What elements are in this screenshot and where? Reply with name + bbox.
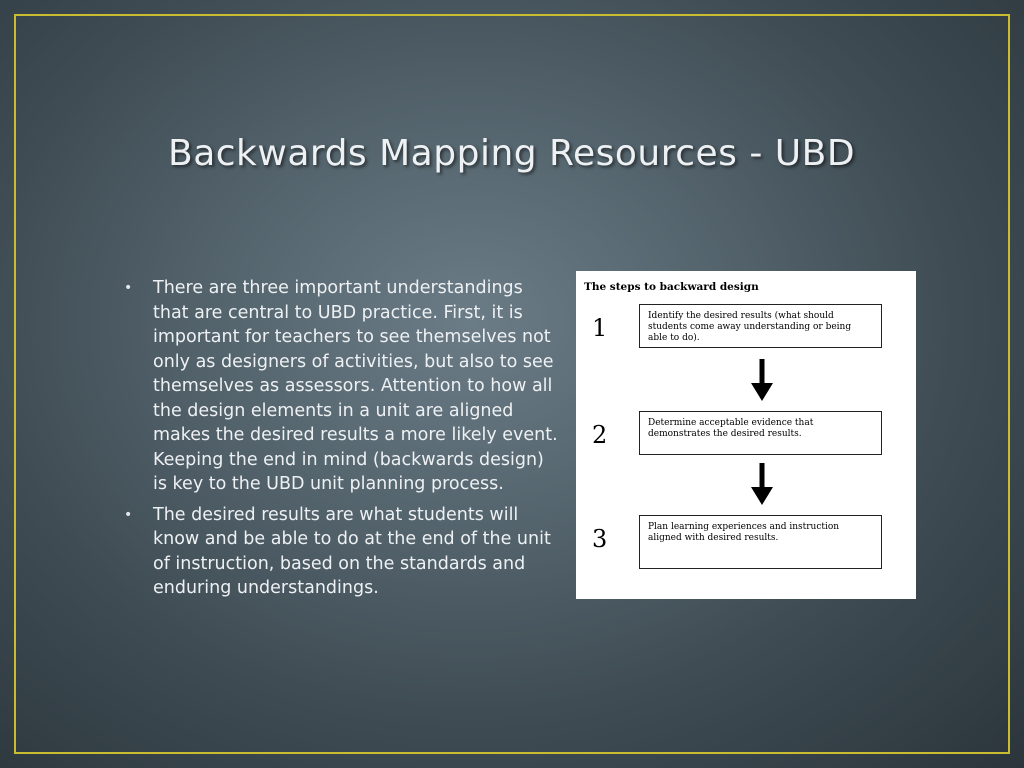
step-box-1: Identify the desired results (what should students come away understanding or being able to do). [639, 304, 882, 348]
step-number-2: 2 [592, 421, 608, 449]
step-box-3: Plan learning experiences and instruction aligned with desired results. [639, 515, 882, 569]
backward-design-figure [576, 271, 916, 599]
down-arrow-icon [751, 359, 773, 401]
bullet-item [120, 276, 560, 497]
bullet-text: There are three important understandings that are central to UBD practice. First, it is important for teachers to see themselves not only as designers of activities, but also to see themselves as assessors. Attention to how all the design elements in a unit are aligned makes the desired results a more likely event. Keeping the end in mind (backwards design) is key to the UBD unit planning process. [153, 278, 558, 494]
bullet-text: The desired results are what students will know and be able to do at the end of the unit of instruction, based on the standards and enduring understandings. [153, 504, 551, 598]
bullet-marker: • [124, 280, 133, 296]
bullet-marker: • [124, 506, 133, 523]
down-arrow-icon [751, 463, 773, 505]
step-number-1: 1 [592, 314, 608, 342]
bullet-list [120, 276, 560, 607]
step-box-2: Determine acceptable evidence that demonstrates the desired results. [639, 411, 882, 455]
step-number-3: 3 [592, 525, 608, 553]
slide-title: Backwards Mapping Resources - UBD [168, 133, 856, 174]
figure-title: The steps to backward design [584, 281, 759, 293]
bullet-item [120, 503, 560, 601]
